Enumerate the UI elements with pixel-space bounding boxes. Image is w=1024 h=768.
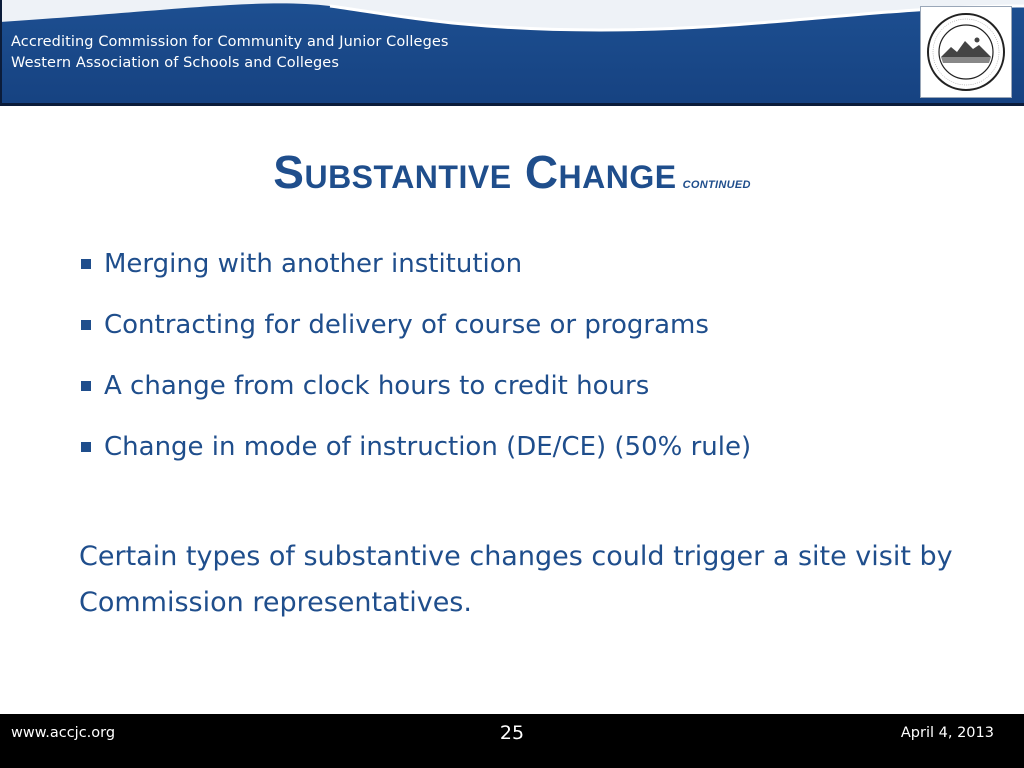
slide-page-number: 25: [499, 722, 525, 744]
bullet-item: [79, 305, 751, 366]
bullet-item: [79, 366, 751, 427]
header-left-border: [0, 0, 2, 106]
bullet-text: Contracting for delivery of course or programs: [104, 310, 709, 340]
bullet-item: [79, 427, 751, 488]
wasc-seal-logo: [920, 6, 1012, 98]
square-bullet-icon: [81, 381, 91, 391]
bullet-item: [79, 244, 751, 305]
square-bullet-icon: [81, 442, 91, 452]
slide-title-text: Substantive Change: [273, 146, 677, 198]
slide-title: [0, 145, 1024, 199]
slide-footer: [0, 714, 1024, 768]
seal-icon: [921, 7, 1011, 97]
slide-header: [0, 0, 1024, 106]
slide-title-suffix: continued: [682, 175, 751, 192]
bullet-text: Change in mode of instruction (DE/CE) (50% rule): [104, 432, 752, 462]
org-name-line-2: Western Association of Schools and Colleges: [11, 55, 339, 71]
square-bullet-icon: [81, 259, 91, 269]
org-name-line-1: Accrediting Commission for Community and Junior Colleges: [11, 34, 449, 50]
header-bottom-border: [0, 103, 1024, 106]
bullet-text: A change from clock hours to credit hours: [104, 371, 650, 401]
square-bullet-icon: [81, 320, 91, 330]
bullet-text: Merging with another institution: [104, 249, 523, 279]
site-visit-note: Certain types of substantive changes could trigger a site visit by Commission representatives.: [79, 541, 953, 618]
footer-url: www.accjc.org: [11, 725, 116, 741]
footer-date: April 4, 2013: [900, 725, 994, 741]
bullet-list: [79, 244, 751, 488]
